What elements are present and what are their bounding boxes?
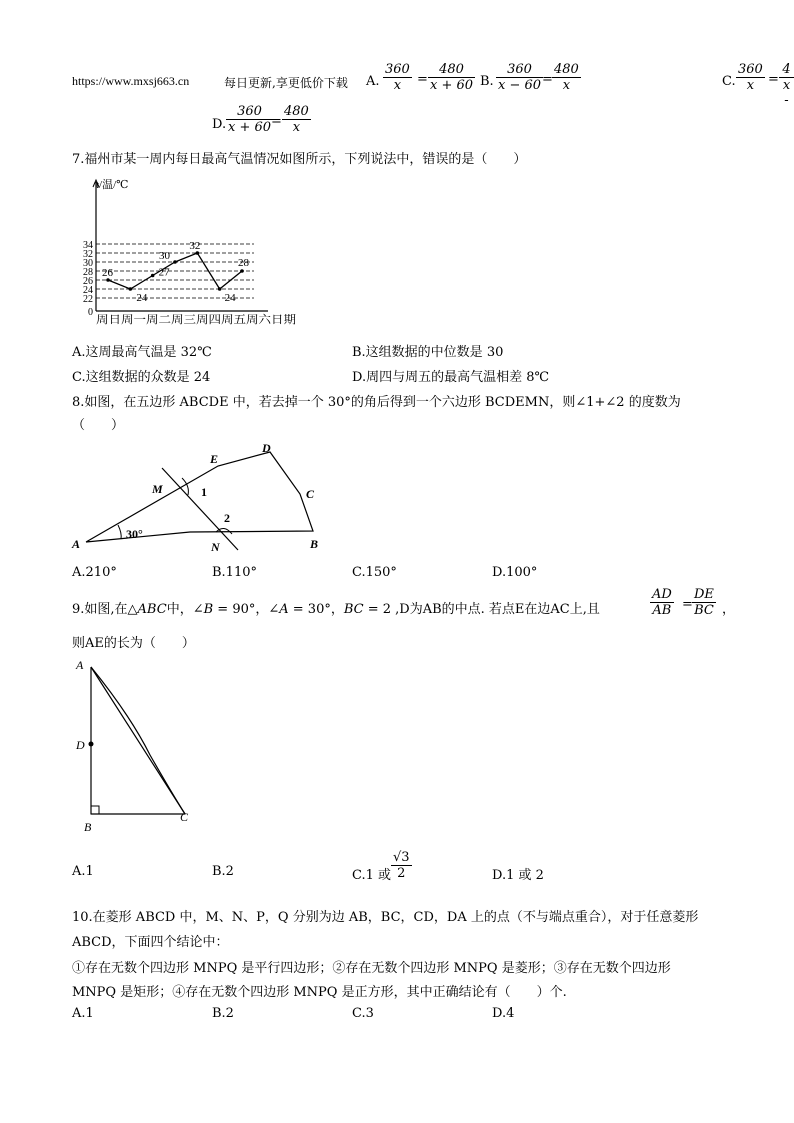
point-label-m: M	[152, 482, 163, 496]
equals-sign: =	[271, 114, 282, 129]
q9-fraction-ad-ab	[650, 587, 674, 618]
q6-option-d-left-fraction	[226, 104, 273, 135]
q9-stem-end: ，	[722, 602, 736, 617]
data-label: 24	[224, 292, 236, 304]
denominator: x − 60	[498, 78, 542, 93]
numerator: 480	[439, 62, 464, 77]
y-tick-label: 34	[83, 240, 93, 251]
q9-option-c: C.1 或	[352, 868, 392, 883]
data-label: 26	[102, 267, 113, 279]
y-tick-label: 0	[88, 307, 93, 318]
q8-option-d: D.100°	[492, 565, 538, 580]
var-a: A	[279, 602, 289, 617]
denominator: x -	[779, 77, 794, 108]
q10-line1: 10.在菱形 ABCD 中，M、N、P，Q 分别为边 AB，BC，CD，DA 上的点（不与端点重合），对于任意菱形	[72, 910, 699, 925]
data-point	[151, 274, 155, 278]
data-point	[218, 287, 222, 291]
numerator: 360	[507, 62, 532, 77]
q8-stem: 8.如图，在五边形 ABCDE 中，若去掉一个 30°的角后得到一个六边形 BCDEMN，则∠1+∠2 的度数为	[72, 395, 681, 410]
point-label-d: D	[262, 441, 271, 455]
q9-option-a: A.1	[72, 864, 94, 879]
y-tick-label: 22	[83, 294, 93, 305]
text: = 2 ,	[363, 602, 400, 617]
q6-option-a-label: A.	[366, 74, 380, 89]
point-label-b: B	[310, 537, 319, 551]
var-abc: ABC	[137, 602, 167, 617]
q6-option-b-label: B.	[480, 74, 494, 89]
q8-pentagon-figure	[66, 430, 336, 560]
denominator: BC	[692, 602, 716, 618]
point-label-d: D	[76, 738, 85, 752]
denominator: x + 60	[228, 120, 272, 135]
numerator: AD	[652, 587, 672, 602]
q6-option-b-right-fraction	[552, 62, 581, 93]
equals-sign: =	[682, 597, 693, 612]
data-label: 27	[158, 266, 170, 279]
point-label-a: A	[76, 658, 84, 672]
header-tagline: 每日更新,享更低价下载	[224, 76, 348, 90]
data-point	[240, 269, 244, 273]
angle-label-2: 2	[224, 511, 230, 525]
text: = 30°，	[288, 602, 344, 617]
q10-option-c: C.3	[352, 1006, 374, 1021]
q7-option-a: A.这周最高气温是 32℃	[72, 345, 212, 360]
data-label: 24	[136, 292, 148, 304]
q10-option-a: A.1	[72, 1006, 94, 1021]
y-tick-labels	[83, 240, 93, 318]
q10-line3: ①存在无数个四边形 MNPQ 是平行四边形；②存在无数个四边形 MNPQ 是菱形；③存在无数个四边形	[72, 961, 671, 976]
equals-sign: =	[768, 72, 779, 87]
text: 中，∠	[166, 602, 204, 617]
point-label-n: N	[211, 540, 220, 554]
q10-line2: ABCD，下面四个结论中：	[72, 935, 229, 950]
numerator: 360	[738, 62, 763, 77]
point-label-c: C	[180, 810, 189, 824]
data-label: 28	[238, 257, 249, 269]
y-tick-label: 30	[83, 258, 93, 269]
q7-option-c: C.这组数据的众数是 24	[72, 370, 211, 385]
text: = 90°，∠	[213, 602, 280, 617]
text: D为AB的中点. 若点E在边AC上,且	[399, 602, 600, 617]
denominator: x	[736, 77, 765, 93]
numerator: 4	[782, 62, 791, 77]
q8-stem-paren: （ ）	[72, 418, 125, 433]
q9-option-b: B.2	[212, 864, 234, 879]
point-d-dot	[89, 742, 94, 747]
q7-option-d: D.周四与周五的最高气温相差 8℃	[352, 370, 550, 385]
q9-stem-line2: 则AE的长为（ ）	[72, 636, 195, 651]
q9-fraction-de-bc	[692, 587, 716, 618]
denominator: x	[552, 77, 581, 93]
var-bc: BC	[343, 602, 364, 617]
x-axis-tick-labels: 周日周一周二周三周四周五周六日期	[96, 314, 272, 326]
q6-option-c-left-fraction	[736, 62, 765, 93]
q6-option-c-right-fraction	[779, 62, 794, 108]
q7-option-b: B.这组数据的中位数是 30	[352, 345, 504, 360]
chart-grid	[96, 244, 254, 298]
point-label-c: C	[306, 487, 315, 501]
q9-option-c-fraction	[391, 850, 412, 881]
denominator: 2	[391, 865, 412, 881]
numerator: √3	[393, 850, 410, 865]
y-tick-label: 26	[83, 276, 93, 287]
q9-triangle-figure	[70, 655, 210, 835]
data-label: 30	[159, 250, 170, 262]
q7-stem: 7.福州市某一周内每日最高气温情况如图所示，下列说法中，错误的是（ ）	[72, 152, 527, 167]
right-angle-mark	[91, 806, 99, 814]
q8-option-c: C.150°	[352, 565, 397, 580]
denominator: x	[383, 77, 412, 93]
point-label-b: B	[84, 820, 92, 834]
header-site-url: https://www.mxsj663.cn	[72, 74, 190, 88]
numerator: 480	[554, 62, 579, 77]
q10-option-b: B.2	[212, 1006, 234, 1021]
numerator: DE	[694, 587, 714, 602]
point-label-a: A	[72, 537, 81, 551]
var-b: B	[203, 602, 214, 617]
q7-temperature-chart	[66, 172, 306, 332]
data-point	[129, 287, 133, 291]
numerator: 360	[385, 62, 410, 77]
q8-option-b: B.110°	[212, 565, 257, 580]
text: 9.如图,在△	[72, 602, 138, 617]
numerator: 480	[284, 104, 309, 119]
y-axis-label: t/温/℃	[96, 179, 129, 191]
q6-option-d-right-fraction	[282, 104, 311, 135]
denominator: x + 60	[430, 78, 474, 93]
q9-stem	[72, 598, 600, 617]
angle-label-1: 1	[201, 485, 207, 499]
q6-option-b-left-fraction	[496, 62, 543, 93]
y-tick-label: 28	[83, 267, 93, 278]
q6-option-a-right-fraction	[428, 62, 475, 93]
q6-option-c-label: C.	[722, 74, 736, 89]
angle-30-arc	[118, 525, 121, 539]
data-point	[173, 260, 177, 264]
q6-option-a-left-fraction	[383, 62, 412, 93]
y-tick-label: 24	[83, 285, 93, 296]
denominator: x	[282, 119, 311, 135]
q10-option-d: D.4	[492, 1006, 515, 1021]
equals-sign: =	[542, 72, 553, 87]
point-label-e: E	[210, 452, 219, 466]
data-label: 32	[189, 240, 201, 252]
chart-axes	[93, 180, 268, 311]
q9-option-d: D.1 或 2	[492, 868, 544, 883]
y-tick-label: 32	[83, 249, 93, 260]
cut-line-mn	[162, 468, 238, 550]
q6-option-d-label: D.	[212, 117, 227, 132]
data-labels	[102, 240, 250, 304]
denominator: AB	[650, 602, 674, 618]
numerator: 360	[237, 104, 262, 119]
equals-sign: =	[417, 72, 428, 87]
q8-option-a: A.210°	[72, 565, 117, 580]
q10-line4: MNPQ 是矩形；④存在无数个四边形 MNPQ 是正方形，其中正确结论有（ ）个.	[72, 985, 567, 1000]
angle-label-30: 30°	[126, 527, 143, 541]
